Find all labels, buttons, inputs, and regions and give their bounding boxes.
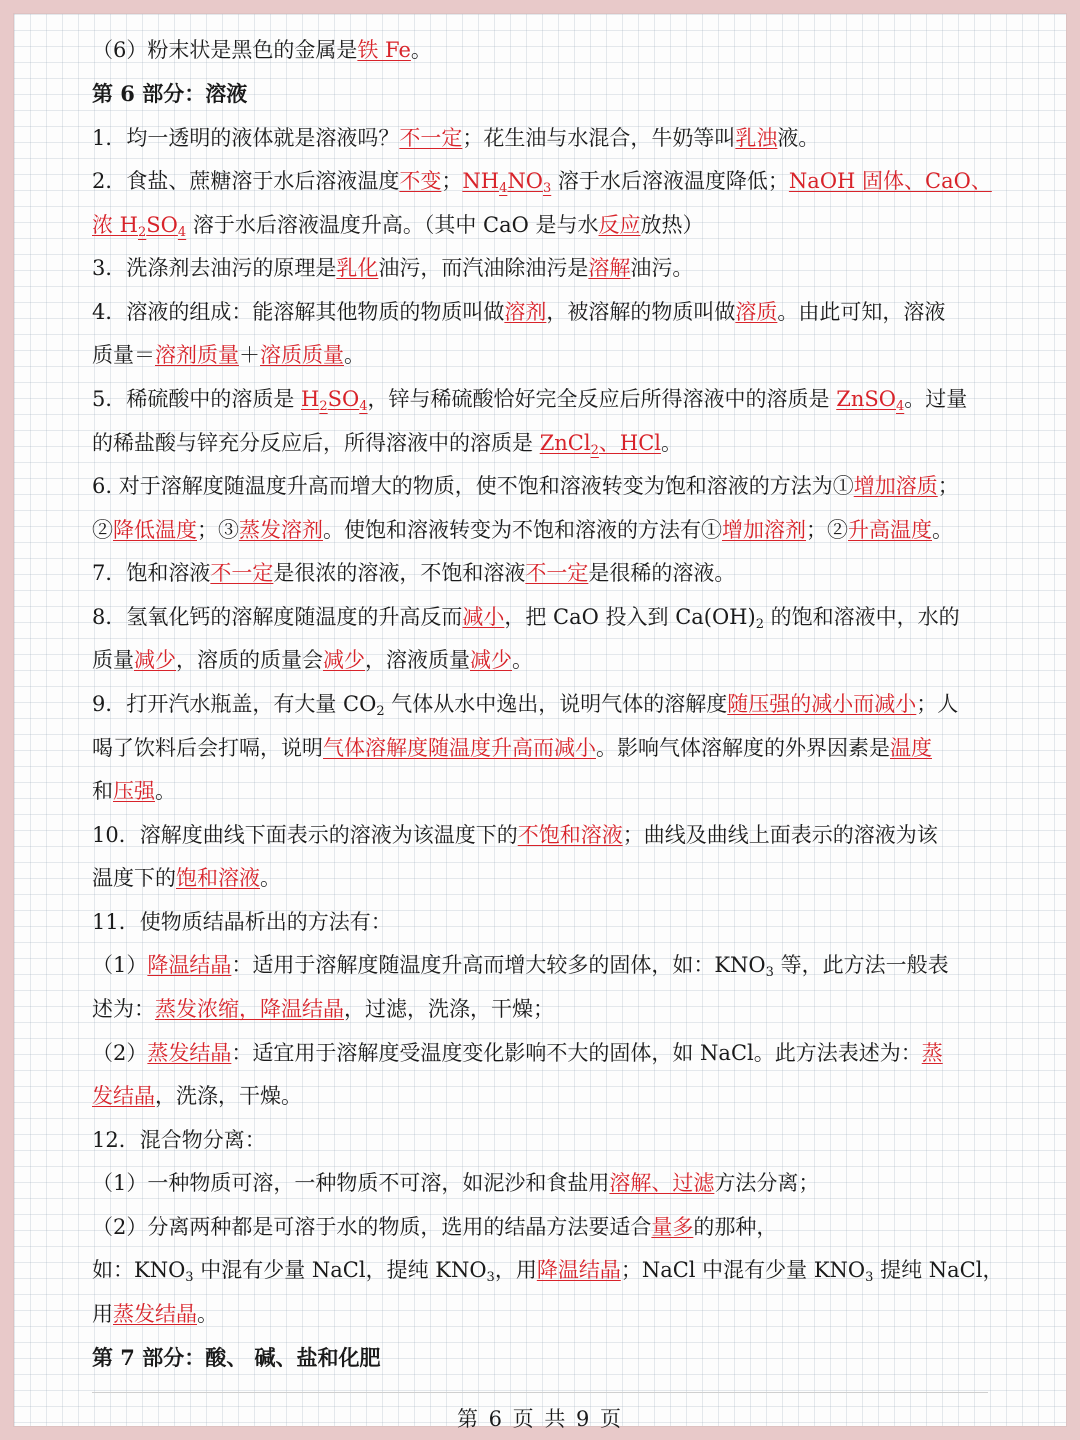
text-segment: 。 [660,431,682,455]
subscript: 3 [486,1270,495,1285]
text-segment: ；NaCl 中混有少量 KNO [620,1258,866,1282]
text-segment: ，溶液质量 [365,648,470,672]
text-segment: 。 [344,343,365,367]
item-11-2-line-1 [92,1038,943,1068]
text-segment: ：适宜用于溶解度受温度变化影响不大的固体，如 NaCl。此方法表述为： [231,1041,922,1065]
text-segment: 是很浓的溶液，不饱和溶液 [273,561,526,585]
notebook-page [14,14,1066,1431]
text-segment: 油污。 [630,256,694,280]
text-segment: 述为： [92,997,155,1021]
text-segment: ＋ [239,343,260,367]
answer-text: 乳浊 [735,126,778,150]
answer-text: 乳化 [336,256,379,280]
answer-text: 饱和溶液 [176,866,260,890]
text-segment: 7．饱和溶液 [92,561,211,585]
answer-subscript: 4 [177,225,187,240]
text-segment: ，过滤，洗涤，干燥； [344,997,554,1021]
item-11-line [92,907,392,937]
answer-text: 量多 [651,1215,694,1239]
answer-text: 蒸发结晶 [147,1041,232,1065]
answer-text: 溶质 [735,300,778,324]
text-segment: 4．溶液的组成：能溶解其他物质的物质叫做 [92,300,505,324]
text-segment: 。 [512,648,533,672]
page-footer: 第 6 页 共 9 页 [456,1407,624,1431]
item-4-line-1 [92,297,945,327]
answer-text: 压强 [113,779,155,803]
answer-subscript: 3 [542,181,552,196]
answer-text: 增加溶剂 [722,518,806,542]
item-5-line-2 [92,428,682,458]
text-segment: 液。 [777,126,820,150]
item-9-line-2 [92,733,932,763]
text-segment: 用 [92,1302,113,1326]
text-segment: ，溶质的质量会 [176,648,323,672]
text-segment: （1） [92,953,148,977]
text-segment: ；人 [916,692,959,716]
text-segment: ； [937,474,959,498]
text-segment: 等，此方法一般表 [773,953,949,977]
answer-text: 浓 H [92,213,138,237]
text-segment: （1）一种物质可溶，一种物质不可溶，如泥沙和食盐用 [92,1171,610,1195]
answer-text: 温度 [890,736,932,760]
text-segment: ，用 [494,1258,537,1282]
text-segment: 放热） [640,213,704,237]
answer-text: ZnSO [836,387,896,411]
text-segment: ；曲线及曲线上面表示的溶液为该 [622,823,938,847]
item-12-example-line-1 [92,1255,1003,1285]
text-segment: ； [441,169,463,193]
item-6-line-1 [92,471,959,501]
text-segment: ② [92,518,113,542]
section-heading-6 [92,79,247,109]
answer-text: 减小 [462,605,505,629]
answer-subscript: 2 [319,399,328,414]
text-segment: 如：KNO [92,1258,186,1282]
text-segment: 溶于水后溶液温度降低； [551,169,789,193]
text-segment: 6. 对于溶解度随温度升高而增大的物质，使不饱和溶液转变为饱和溶液的方法为① [92,474,854,498]
answer-text: 铁 Fe [357,38,411,62]
text-segment: （2）分离两种都是可溶于水的物质，选用的结晶方法要适合 [92,1215,652,1239]
answer-text: 气体溶解度随温度升高而减小 [323,736,596,760]
subscript: 2 [755,617,764,632]
text-segment: 5．稀硫酸中的溶质是 [92,387,302,411]
item-3-line [92,253,693,283]
answer-text: 增加溶质 [853,474,938,498]
subscript: 3 [765,965,774,980]
text-segment: ；花生油与水混合，牛奶等叫 [462,126,736,150]
answer-text: 蒸发结晶 [113,1302,197,1326]
answer-text: 溶解、过滤 [609,1171,715,1195]
text-segment: 的稀盐酸与锌充分反应后，所得溶液中的溶质是 [92,431,540,455]
answer-text: SO [327,387,360,411]
answer-text: 不一定 [399,126,463,150]
answer-text: 降温结晶 [536,1258,621,1282]
text-segment: 温度下的 [92,866,176,890]
item-2-line-1 [92,166,992,196]
answer-text: 不一定 [210,561,274,585]
answer-text: 溶剂 [504,300,547,324]
text-segment: 。使饱和溶液转变为不饱和溶液的方法有① [323,518,722,542]
answer-text: 溶剂质量 [155,343,239,367]
text-segment: 9．打开汽水瓶盖，有大量 CO [92,692,377,716]
text-segment: 喝了饮料后会打嗝，说明 [92,736,323,760]
answer-text: 蒸 [921,1041,943,1065]
item-8-line-2 [92,645,533,675]
text-segment: 第 7 部分：酸、 碱、盐和化肥 [92,1345,381,1370]
text-segment: ，锌与稀硫酸恰好完全反应后所得溶液中的溶质是 [367,387,837,411]
item-12-line [92,1125,266,1155]
text-segment: 。 [260,866,281,890]
answer-subscript: 4 [499,181,508,196]
text-segment: 。 [410,38,432,62]
text-segment: 。过量 [904,387,968,411]
answer-text: 溶解 [588,256,631,280]
answer-text: 不饱和溶液 [517,823,623,847]
answer-text: 不一定 [525,561,589,585]
answer-text: 反应 [598,213,641,237]
item-11-2-line-2 [92,1081,302,1111]
text-segment: 。 [197,1302,218,1326]
text-segment: 1．均一透明的液体就是溶液吗？ [92,126,400,150]
text-segment: ，被溶解的物质叫做 [546,300,736,324]
item-12-1-line [92,1168,819,1198]
answer-subscript: 2 [590,443,599,458]
item-11-1-line-2 [92,994,554,1024]
text-segment: ；② [806,518,848,542]
item-10-line-1 [92,820,938,850]
text-segment: 方法分离； [714,1171,820,1195]
item-5-line-1 [92,384,967,414]
item-4-line-2 [92,340,365,370]
text-segment: ：适用于溶解度随温度升高而增大较多的固体，如：KNO [231,953,766,977]
answer-text: 减少 [134,648,176,672]
text-segment: ；③ [197,518,239,542]
text-segment: 油污，而汽油除油污是 [378,256,589,280]
text-segment: 12．混合物分离： [92,1128,266,1152]
text-segment: 中混有少量 NaCl，提纯 KNO [193,1258,487,1282]
footer-divider [92,1392,988,1393]
answer-text: 发结晶 [92,1084,155,1108]
answer-text: 、HCl [598,431,661,455]
subscript: 3 [865,1270,874,1285]
line-item-6 [92,35,432,65]
item-10-line-2 [92,863,281,893]
answer-text: NH [462,169,500,193]
text-segment: 气体从水中逸出，说明气体的溶解度 [384,692,728,716]
answer-subscript: 2 [138,225,147,240]
text-segment: 10．溶解度曲线下面表示的溶液为该温度下的 [92,823,518,847]
section-heading-7 [92,1343,381,1373]
text-segment: 2．食盐、蔗糖溶于水后溶液温度 [92,169,400,193]
text-segment: 3．洗涤剂去油污的原理是 [92,256,337,280]
text-segment: 溶于水后溶液温度升高。（其中 CaO 是与水 [186,213,599,237]
answer-text: 降低温度 [113,518,197,542]
answer-text: 溶质质量 [260,343,344,367]
answer-text: SO [146,213,178,237]
text-segment: ，把 CaO 投入到 Ca(OH) [504,605,756,629]
answer-text: 随压强的减小而减小 [727,692,917,716]
text-segment: 质量 [92,648,134,672]
text-segment: 和 [92,779,113,803]
item-9-line-1 [92,689,958,719]
item-12-2-line [92,1212,777,1242]
answer-text: 减少 [470,648,512,672]
text-segment: 。影响气体溶解度的外界因素是 [596,736,890,760]
text-segment: 第 6 部分：溶液 [92,81,248,106]
text-segment: 。 [155,779,176,803]
answer-subscript: 4 [895,399,905,414]
item-1-line [92,123,819,153]
answer-text: NO [507,169,543,193]
text-segment: 是很稀的溶液。 [588,561,736,585]
answer-text: 蒸发溶剂 [239,518,323,542]
text-segment: （2） [92,1041,148,1065]
text-segment: ，洗涤，干燥。 [155,1084,302,1108]
text-segment: 8．氢氧化钙的溶解度随温度的升高反而 [92,605,463,629]
answer-text: H [301,387,320,411]
text-segment: 。由此可知，溶液 [777,300,946,324]
item-11-1-line-1 [92,950,949,980]
text-segment: （6）粉末状是黑色的金属是 [92,38,358,62]
answer-text: NaOH 固体、CaO、 [788,169,992,193]
item-7-line [92,558,735,588]
text-segment: 提纯 NaCl， [873,1258,1004,1282]
answer-text: 减少 [323,648,365,672]
text-segment: 。 [932,518,953,542]
item-12-example-line-2 [92,1299,218,1329]
answer-text: ZnCl [539,431,591,455]
item-6-line-2 [92,515,953,545]
subscript: 2 [376,704,385,719]
text-segment: 11．使物质结晶析出的方法有： [92,910,392,934]
subscript: 3 [185,1270,194,1285]
answer-text: 降温结晶 [147,953,232,977]
item-9-line-3 [92,776,176,806]
text-segment: 质量＝ [92,343,155,367]
text-segment: 的饱和溶液中，水的 [763,605,960,629]
text-segment: 的那种， [693,1215,778,1239]
item-2-line-2 [92,210,704,240]
answer-subscript: 4 [359,399,368,414]
answer-text: 蒸发浓缩，降温结晶 [155,997,344,1021]
item-8-line-1 [92,602,960,632]
answer-text: 不变 [399,169,442,193]
answer-text: 升高温度 [848,518,932,542]
